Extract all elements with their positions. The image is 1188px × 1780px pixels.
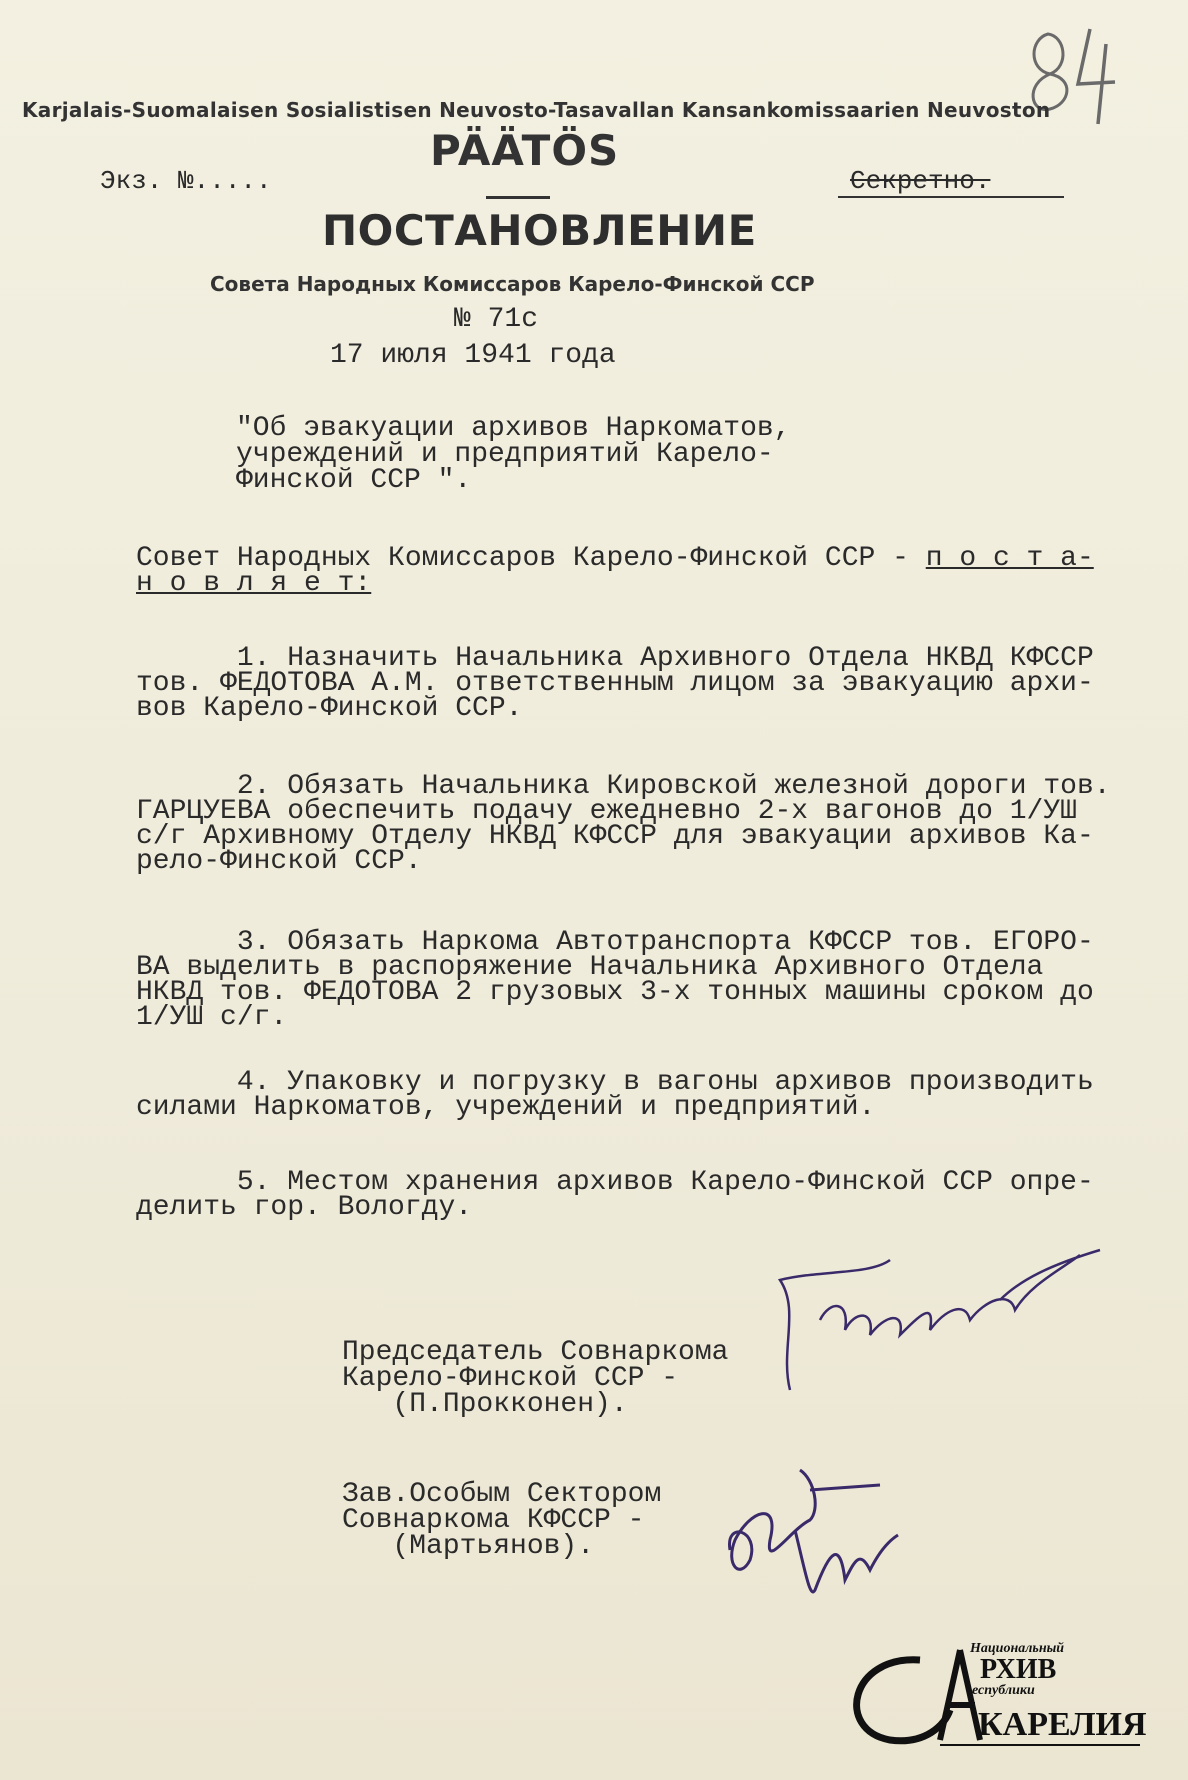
item-4: 4. Упаковку и погрузку в вагоны архивов производить силами Наркоматов, учреждений и предприятий. (136, 1067, 1094, 1123)
logo-line-3: еспублики (972, 1683, 1035, 1698)
heading-divider (486, 196, 550, 199)
secret-stamp: Секретно. (850, 166, 991, 196)
paatos-heading: PÄÄTÖS (430, 126, 620, 175)
org-name-finnish: Karjalais-Suomalaisen Sosialistisen Neuvosto-Tasavallan Kansankomissaarien Neuvoston (22, 98, 1051, 122)
document-type-heading: ПОСТАНОВЛЕНИЕ (322, 206, 757, 255)
decision-word-part2: н о в л я е т: (136, 568, 372, 599)
org-name-russian: Совета Народных Комиссаров Карело-Финской ССР (210, 272, 815, 296)
logo-line-1: Национальный (970, 1641, 1065, 1656)
signature-martyanov (720, 1440, 900, 1625)
item-5: 5. Местом хранения архивов Карело-Финской ССР опре- делить гор. Вологду. (136, 1167, 1094, 1223)
decree-date: 17 июля 1941 года (330, 340, 616, 371)
item-1: 1. Назначить Начальника Архивного Отдела НКВД КФССР тов. ФЕДОТОВА А.М. ответственным лицом за эвакуацию архи- вов Карело-Финской ССР. (136, 643, 1094, 724)
signatory-chairman: Председатель Совнаркома Карело-Финской ССР - (П.Прокконен). (342, 1337, 729, 1420)
logo-line-4: КАРЕЛИЯ (978, 1706, 1147, 1743)
preamble (136, 543, 1176, 599)
signature-prokkonen (760, 1240, 1110, 1415)
decree-title: "Об эвакуации архивов Наркоматов, учреждений и предприятий Карело- Финской ССР ". (236, 413, 791, 496)
preamble-text: Совет Народных Комиссаров Карело-Финской ССР - (136, 543, 926, 574)
secret-strike-line (838, 196, 1064, 198)
item-2: 2. Обязать Начальника Кировской железной дороги тов. ГАРЦУЕВА обеспечить подачу ежедневно 2-х вагонов до 1/УШ с/г Архивному Отделу НКВД КФССР для эвакуации архивов Ка- рело-Финской ССР. (136, 771, 1111, 877)
signatory-sector-head: Зав.Особым Сектором Совнаркома КФССР - (Мартьянов). (342, 1479, 662, 1562)
decree-number: № 71с (454, 304, 539, 335)
archive-logo (830, 1630, 1150, 1760)
item-3: 3. Обязать Наркома Автотранспорта КФССР тов. ЕГОРО- ВА выделить в распоряжение Начальника Архивного Отдела НКВД тов. ФЕДОТОВА 2 грузовых 3-х тонных машины сроком до 1/УШ с/г. (136, 927, 1094, 1033)
copy-number-label: Экз. №..... (100, 166, 272, 196)
logo-line-2: РХИВ (980, 1654, 1057, 1685)
decision-word-part1: п о с т а- (925, 543, 1094, 574)
